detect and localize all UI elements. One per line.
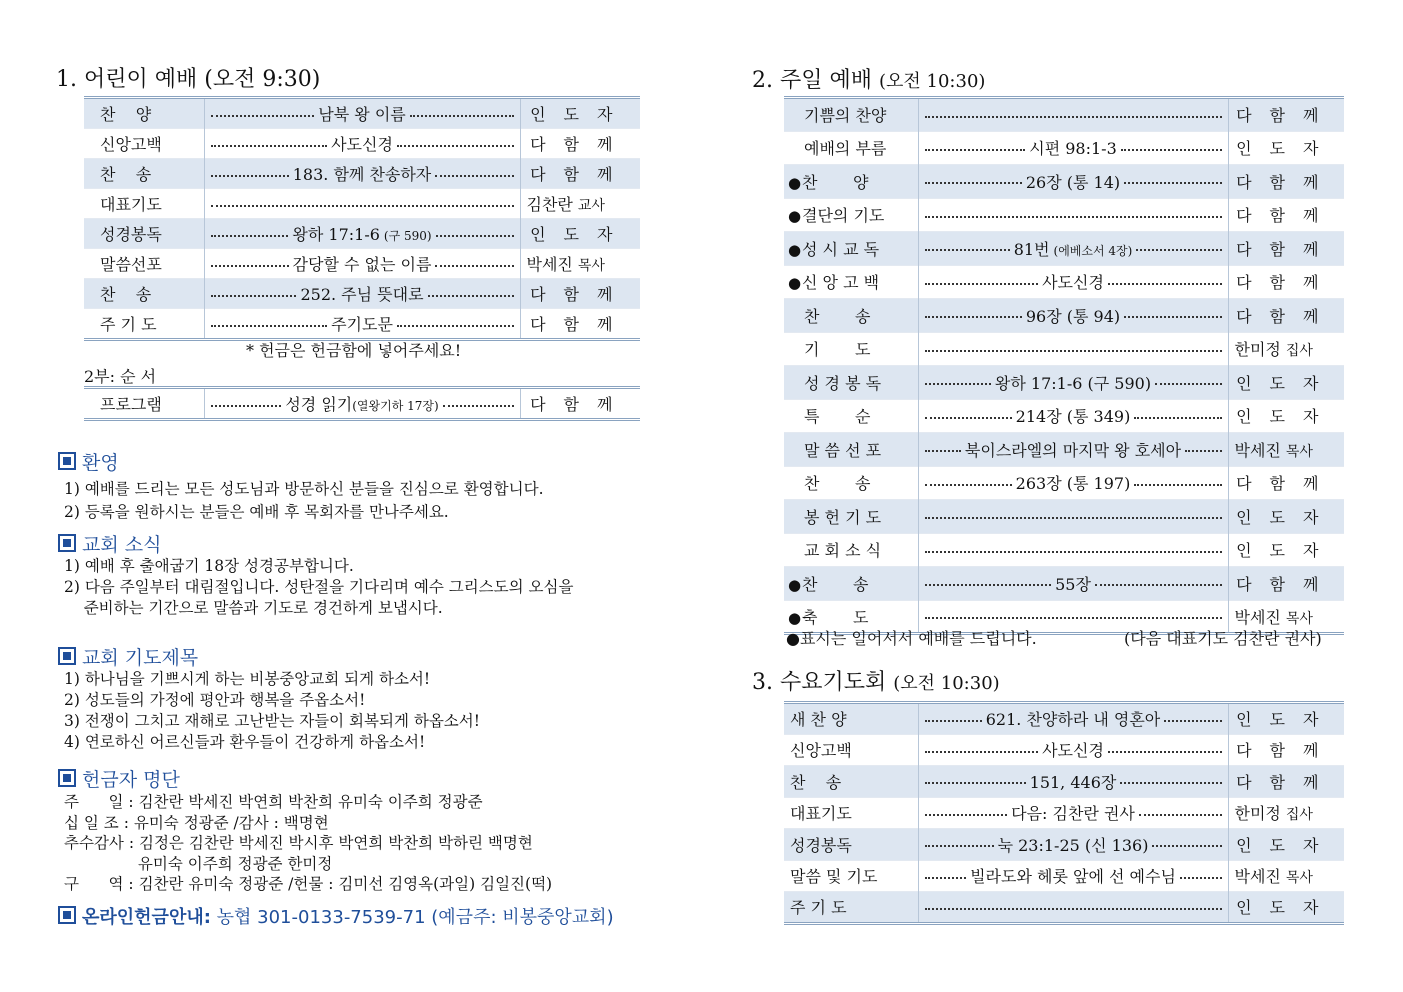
table-row (784, 567, 1344, 601)
row-item: 주 기 도 (784, 892, 918, 924)
row-desc: 남북 왕 이름 (204, 98, 520, 129)
row-desc (918, 500, 1228, 534)
sunday-worship-table (784, 96, 1344, 635)
part2-table (84, 386, 640, 421)
row-item: 찬 송 (84, 279, 204, 309)
row-item: 기 도 (784, 332, 918, 366)
row-item: 신앙고백 (84, 129, 204, 159)
row-desc: 252. 주님 뜻대로 (204, 279, 520, 309)
next-prayer-note: (다음 대표기도 김찬란 권사) (1124, 629, 1322, 648)
row-desc: 214장 (통 349) (918, 399, 1228, 433)
row-item: 프로그램 (84, 388, 204, 420)
row-item: 찬 송 (784, 766, 918, 798)
bullet-icon: ● (788, 274, 802, 293)
row-desc: 빌라도와 헤롯 앞에 선 예수님 (918, 860, 1228, 892)
row-item: 찬 송 (784, 466, 918, 500)
news-heading: 교회 소식 (58, 530, 161, 557)
row-leader: 다함께 (1228, 766, 1344, 798)
row-leader: 다함께 (1228, 98, 1344, 132)
row-item: ●성 시 교 독 (784, 232, 918, 266)
online-offering: 온라인헌금안내: 농협 301-0133-7539-71 (예금주: 비봉중앙교회) (58, 903, 614, 929)
square-bullet-icon (58, 647, 76, 665)
table-row (84, 388, 640, 420)
table-row (784, 797, 1344, 829)
section3-title: 3. 수요기도회 (오전 10:30) (752, 670, 1000, 695)
square-bullet-icon (58, 769, 76, 787)
row-leader: 김찬란 교사 (520, 189, 640, 219)
row-item: ●신 앙 고 백 (784, 265, 918, 299)
row-item: 주 기 도 (84, 309, 204, 340)
table-row (784, 703, 1344, 735)
table-row (784, 332, 1344, 366)
row-leader: 다함께 (1228, 198, 1344, 232)
row-leader: 박세진 목사 (520, 249, 640, 279)
row-desc (918, 533, 1228, 567)
children-worship-table (84, 96, 640, 341)
row-item: 대표기도 (784, 797, 918, 829)
table-row (784, 299, 1344, 333)
row-leader: 다함께 (520, 279, 640, 309)
row-leader: 인도자 (1228, 500, 1344, 534)
row-desc (204, 189, 520, 219)
table-row (84, 219, 640, 249)
row-desc (918, 198, 1228, 232)
row-desc: 26장 (통 14) (918, 165, 1228, 199)
row-item: 대표기도 (84, 189, 204, 219)
offering-note: * 헌금은 헌금함에 넣어주세요! (246, 341, 462, 360)
row-leader: 다함께 (1228, 165, 1344, 199)
row-item: ●결단의 기도 (784, 198, 918, 232)
table-row (784, 366, 1344, 400)
row-desc: 621. 찬양하라 내 영혼아 (918, 703, 1228, 735)
row-item: 찬 송 (784, 299, 918, 333)
row-desc: 사도신경 (918, 265, 1228, 299)
row-desc: 눅 23:1-25 (신 136) (918, 829, 1228, 861)
row-leader: 다함께 (1228, 466, 1344, 500)
table-row (84, 98, 640, 129)
table-row (784, 829, 1344, 861)
row-item: 말 씀 선 포 (784, 433, 918, 467)
section2-title: 2. 주일 예배 (오전 10:30) (752, 68, 986, 93)
row-item: ●찬 양 (784, 165, 918, 199)
row-item: 예배의 부름 (784, 131, 918, 165)
square-bullet-icon (58, 452, 76, 470)
row-desc: 북이스라엘의 마지막 왕 호세아 (918, 433, 1228, 467)
table-row (84, 279, 640, 309)
table-row (784, 892, 1344, 924)
row-leader: 다함께 (1228, 232, 1344, 266)
row-desc: 151, 446장 (918, 766, 1228, 798)
row-leader: 박세진 목사 (1228, 433, 1344, 467)
wednesday-prayer-table (784, 701, 1344, 925)
row-leader: 인도자 (1228, 829, 1344, 861)
bullet-icon: ● (788, 240, 802, 259)
table-row (784, 466, 1344, 500)
prayer-heading: 교회 기도제목 (58, 643, 198, 670)
row-desc: 감당할 수 없는 이름 (204, 249, 520, 279)
row-item: 기쁨의 찬양 (784, 98, 918, 132)
row-desc: 사도신경 (204, 129, 520, 159)
row-leader: 박세진 목사 (1228, 860, 1344, 892)
row-desc: 263장 (통 197) (918, 466, 1228, 500)
row-desc: 왕하 17:1-6 (구 590) (204, 219, 520, 249)
row-leader: 인도자 (1228, 399, 1344, 433)
row-item: 신앙고백 (784, 734, 918, 766)
prayer-lines: 1) 하나님을 기쁘시게 하는 비봉중앙교회 되게 하소서! 2) 성도들의 가정에 평안과 행복을 주옵소서! 3) 전쟁이 그치고 재해로 고난받는 자들이 회복되게 하옵소서! 4) 연로하신 어르신들과 환우들이 건강하게 하옵소서! (64, 670, 480, 751)
table-row (784, 399, 1344, 433)
table-row (84, 159, 640, 189)
row-leader: 박세진 목사 (1228, 600, 1344, 634)
donors-heading: 헌금자 명단 (58, 765, 180, 792)
table-row (784, 265, 1344, 299)
row-desc (918, 332, 1228, 366)
row-leader: 다함께 (520, 309, 640, 340)
row-leader: 다함께 (1228, 734, 1344, 766)
donors-lines: 주 일 : 김찬란 박세진 박연희 박찬희 유미숙 이주희 정광준 십 일 조 : 유미숙 정광준 /감사 : 백명현 추수감사 : 김정은 김찬란 박세진 박시후 박연희 박찬희 박하린 백명현 유미숙 이주희 정광준 한미정 구 역 : 김찬란 유미숙 정광준 /헌물 : 김미선 김영옥(과일) 김일진(떡) (64, 793, 553, 893)
row-desc: 다음: 김찬란 권사 (918, 797, 1228, 829)
row-item: ●축 도 (784, 600, 918, 634)
table-row (784, 232, 1344, 266)
row-item: 특 순 (784, 399, 918, 433)
table-row (84, 189, 640, 219)
table-row (784, 766, 1344, 798)
row-desc: 시편 98:1-3 (918, 131, 1228, 165)
row-leader: 한미정 집사 (1228, 797, 1344, 829)
row-item: 성경봉독 (84, 219, 204, 249)
row-desc: 성경 읽기(열왕기하 17장) (204, 388, 520, 420)
news-lines: 1) 예배 후 출애굽기 18장 성경공부합니다. 2) 다음 주일부터 대림절입니다. 성탄절을 기다리며 예수 그리스도의 오심을 준비하는 기간으로 말씀과 기도로 경건하게 보냅시다. (64, 557, 574, 617)
row-leader: 다함께 (520, 129, 640, 159)
table-row (84, 309, 640, 340)
row-leader: 인도자 (1228, 533, 1344, 567)
welcome-heading: 환영 (58, 448, 119, 475)
table-row (784, 860, 1344, 892)
row-leader: 다함께 (1228, 265, 1344, 299)
row-item: 찬 송 (84, 159, 204, 189)
row-item: 새 찬 양 (784, 703, 918, 735)
square-bullet-icon (58, 534, 76, 552)
row-desc: 183. 함께 찬송하자 (204, 159, 520, 189)
row-leader: 다함께 (1228, 567, 1344, 601)
row-item: 말씀선포 (84, 249, 204, 279)
welcome-lines: 1) 예배를 드리는 모든 성도님과 방문하신 분들을 진심으로 환영합니다. 2) 등록을 원하시는 분들은 예배 후 목회자를 만나주세요. (64, 480, 544, 521)
table-row (84, 249, 640, 279)
row-leader: 인도자 (520, 219, 640, 249)
bullet-icon: ● (788, 608, 802, 627)
row-leader: 다함께 (1228, 299, 1344, 333)
bullet-icon: ● (788, 575, 802, 594)
row-leader: 인도자 (520, 98, 640, 129)
table-row (784, 98, 1344, 132)
row-leader: 인도자 (1228, 366, 1344, 400)
table-row (784, 198, 1344, 232)
section1-title: 1. 어린이 예배 (오전 9:30) (56, 67, 321, 92)
row-desc: 96장 (통 94) (918, 299, 1228, 333)
row-desc: 주기도문 (204, 309, 520, 340)
row-desc: 사도신경 (918, 734, 1228, 766)
row-desc (918, 892, 1228, 924)
row-desc: 왕하 17:1-6 (구 590) (918, 366, 1228, 400)
row-leader: 다함께 (520, 388, 640, 420)
bullet-icon: ● (788, 207, 802, 226)
row-leader: 인도자 (1228, 892, 1344, 924)
table-row (784, 500, 1344, 534)
row-desc (918, 98, 1228, 132)
table-row (784, 165, 1344, 199)
row-leader: 인도자 (1228, 703, 1344, 735)
part2-title: 2부: 순 서 (84, 367, 157, 386)
bullet-icon: ● (788, 173, 802, 192)
square-bullet-icon (58, 906, 76, 924)
row-desc: 55장 (918, 567, 1228, 601)
row-item: 성경봉독 (784, 829, 918, 861)
table-row (784, 734, 1344, 766)
table-row (84, 129, 640, 159)
table-row (784, 433, 1344, 467)
row-item: 말씀 및 기도 (784, 860, 918, 892)
row-leader: 인도자 (1228, 131, 1344, 165)
row-leader: 한미정 집사 (1228, 332, 1344, 366)
row-leader: 다함께 (520, 159, 640, 189)
table-row (784, 533, 1344, 567)
row-item: 성 경 봉 독 (784, 366, 918, 400)
row-desc: 81번 (에베소서 4장) (918, 232, 1228, 266)
row-item: 찬 양 (84, 98, 204, 129)
row-item: ●찬 송 (784, 567, 918, 601)
stand-note: ●표시는 일어서서 예배를 드립니다. (786, 629, 1037, 648)
row-item: 교 회 소 식 (784, 533, 918, 567)
row-item: 봉 헌 기 도 (784, 500, 918, 534)
table-row (784, 131, 1344, 165)
